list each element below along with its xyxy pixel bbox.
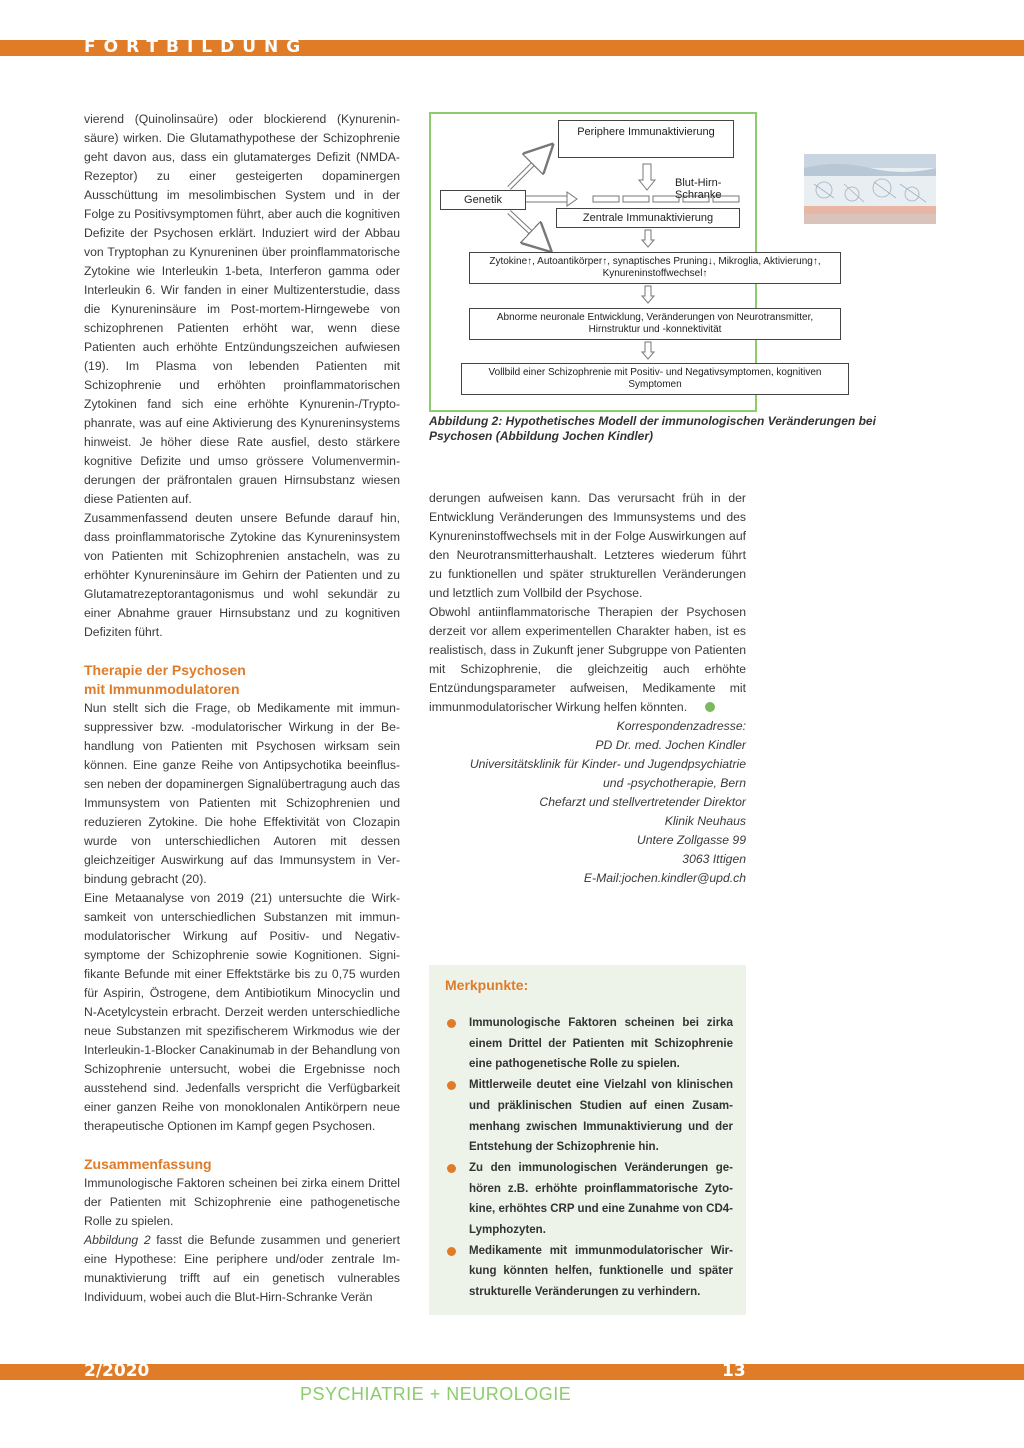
merkpunkte-title: Merkpunkte:	[445, 977, 529, 993]
merkpunkte-list	[447, 1013, 733, 1303]
body-paragraph: Abbildung 2 fasst die Befunde zusammen und generiert eine Hypothese: Eine periphere und/oder zentrale Immunaktivierung trifft auf ein genetisch vulnerables Individuum, wobei auch die Blut-Hirn-Schranke Verän	[84, 1233, 400, 1304]
list-item: Mittlerweile deutet eine Vielzahl von klinischen und präklinischen Studien auf einen Zusammenhang zwischen Immunaktivierung und der Entstehung der Schizophrenie hin.	[447, 1075, 733, 1158]
body-paragraph: Obwohl antiinflammatorische Therapien der Psychosen derzeit vor allem experimentellen Charakter haben, ist es realistisch, dass in Zukunft jener Subgruppe von Patienten mit Schizophrenie, die gleichzeitig auch erhöhte Entzündungsparameter aufweisen, Medikamente mit immunmodulatorischer Wirkung helfen könnten.	[429, 605, 746, 714]
box-vollbild: Vollbild einer Schizophrenie mit Positiv- und Negativsymptomen, kognitiven Symptomen	[461, 363, 849, 395]
section-heading: Therapie der Psychosen mit Immunmodulatoren	[84, 662, 246, 697]
right-column	[429, 489, 746, 888]
blood-brain-barrier-illustration	[804, 154, 936, 224]
body-paragraph: Zusammenfassend deuten unsere Befunde darauf hin, dass proinflammatorische Zytokine das Kynureninsystem von Patienten mit Schizophrenien anstacheln, was zu erhöhter Kynureninsäure im Gehirn der Patienten und zu Glutamatrezeptorantagonismus und wohl sekundär zu einer Abnahme grauer Hirnsubstanz und zu kognitiven Defiziten führt.	[84, 511, 400, 639]
bullet-icon	[447, 1081, 456, 1090]
page-number: 13	[722, 1361, 746, 1381]
box-zytokine: Zytokine↑, Autoantikörper↑, synaptisches Pruning↓, Mikroglia, Aktivierung↑, Kynureninstoffwechsel↑	[469, 252, 841, 284]
box-abnorme-entwicklung: Abnorme neuronale Entwicklung, Veränderungen von Neurotransmitter, Hirnstruktur und -konnektivität	[469, 308, 841, 340]
box-periphere-immunaktivierung: Periphere Immunaktivierung	[558, 120, 734, 158]
figure-diagram	[429, 112, 822, 412]
body-paragraph: Immunologische Faktoren scheinen bei zirka einem Drittel der Patienten mit Schizophrenie eine pathogenetische Rolle zu spielen.	[84, 1176, 400, 1228]
label-blut-hirn-schranke: Blut-Hirn-Schranke	[675, 177, 722, 201]
list-item: Immunologische Faktoren scheinen bei zirka einem Drittel der Patienten mit Schizophrenie eine pathogenetische Rolle zu spielen.	[447, 1013, 733, 1075]
list-item: Medikamente mit immunmodulatorischer Wirkung könnten helfen, funktionelle und später strukturelle Veränderungen zu verhindern.	[447, 1241, 733, 1303]
merkpunkte-box	[429, 965, 746, 1315]
list-item: Zu den immunologischen Veränderungen gehören z.B. erhöhte proinflammatorische Zytokine, erhöhtes CRP und eine Zunahme von CD4-Lymphozyten.	[447, 1158, 733, 1241]
journal-title: PSYCHIATRIE + NEUROLOGIE	[300, 1384, 572, 1404]
body-paragraph: Eine Metaanalyse von 2019 (21) untersuchte die Wirksamkeit von unterschiedlichen Substanzen mit immunmodulatorischer Wirkung auf Positiv- und Negativsymptome der Schizophrenie sowie Kognitionen. Signifikante Befunde mit einer Effektstärke bis zu 0,75 wurden für Aspirin, Östrogene, dem Antibiotikum Minocyclin und N-Acetylcystein erbracht. Derzeit werden unterschiedliche neue Substanzen mit spezifischerem Wirkmodus wie der Interleukin-1-Blocker Canakinumab in der Behandlung von Schizophrenie untersucht, wobei die Ergebnisse noch ausstehend sind. Jedenfalls verspricht die Verfügbarkeit einer ganzen Reihe von monoklonalen Antikörpern neue therapeutische Optionen im Kampf gegen Psychosen.	[84, 891, 400, 1133]
figure-caption: Abbildung 2: Hypothetisches Modell der immunologischen Veränderungen bei Psychosen (Abbildung Jochen Kindler)	[429, 414, 876, 443]
body-paragraph: Nun stellt sich die Frage, ob Medikamente mit immunsuppressiver bzw. -modulatorischer Wirkung in der Behandlung von Patienten mit Psychosen wirksam sein können. Eine ganze Reihe von Antipsychotika beeinflussen neben der dopaminergen Signalübertragung auch das Immunsystem von Patienten mit Schizophrenien und reduzieren Zytokine. Die hohe Effektivität von Clozapin wurde von unterschiedlichen Autoren mit dessen gleichzeitiger Auswirkung auf das Immunsystem in Verbindung gebracht (20).	[84, 701, 400, 886]
bullet-icon	[447, 1247, 456, 1256]
box-genetik: Genetik	[440, 190, 526, 210]
body-paragraph: derungen aufweisen kann. Das verursacht früh in der Entwicklung Veränderungen des Immunsystems und des Kynureninstoffwechsels mit in der Folge Auswirkungen auf den Neurotransmitterhaushalt. Letzteres wiederum führt zu funktionellen und später strukturellen Veränderungen und letztlich zum Vollbild der Psychose.	[429, 491, 746, 600]
section-label: FORTBILDUNG	[84, 37, 309, 57]
left-column	[84, 110, 400, 1307]
end-of-article-dot	[705, 702, 715, 712]
box-zentrale-immunaktivierung: Zentrale Immunaktivierung	[556, 208, 740, 228]
footer-bar	[0, 1364, 1024, 1380]
issue-number: 2/2020	[84, 1361, 150, 1381]
body-paragraph: vierend (Quinolinsaüre) oder blockierend (Kynureninsäure) wirken. Die Glutamathypothese der Schizophrenie geht davon aus, dass ein glutamaterges Defizit (NMDA-Rezeptor) zu einer gesteigerten dopaminergen Ausschüttung im mesolimbischen System und in der Folge zu Positivsymptomen führt, aber auch die kognitiven Defizite der Psychosen erklärt. Induziert wird der Abbau von Tryptophan zu Kynureninen über proinflammatorische Zytokine wie Interleukin 1-beta, Interferon gamma oder Interleukin 6. Wir fanden in einer Multizenterstudie, dass die Kynureninsäure im Post-mortem-Hirngewebe von schizophrenen Patienten erhöht war, wenn diese Patienten auch erhöhte Entzündungszeichen aufwiesen (19). Im Plasma von lebenden Patienten mit Schizophrenie und erhöhten proinflammatorischen Zytokinen fand sich eine erhöhte Kynurenin-/Tryptophanrate, was auf eine Aktivierung des Kynureninsystems hinweist. Je höher diese Rate ausfiel, desto stärkere kognitive Defizite und umso grössere Volumenverminderungen der präfrontalen grauen Hirnsubstanz wiesen diese Patienten auf.	[84, 112, 400, 506]
bullet-icon	[447, 1019, 456, 1028]
section-heading: Zusammenfassung	[84, 1156, 212, 1172]
bullet-icon	[447, 1164, 456, 1173]
contact-address: Korrespondenzadresse: PD Dr. med. Jochen Kindler Universitätsklinik für Kinder- und Jugendpsychiatrie und -psychotherapie, Bern Chefarzt und stellvertretender Direktor Klinik Neuhaus Untere Zollgasse 99 3063 Ittigen E-Mail:jochen.kindler@upd.ch	[469, 719, 746, 885]
